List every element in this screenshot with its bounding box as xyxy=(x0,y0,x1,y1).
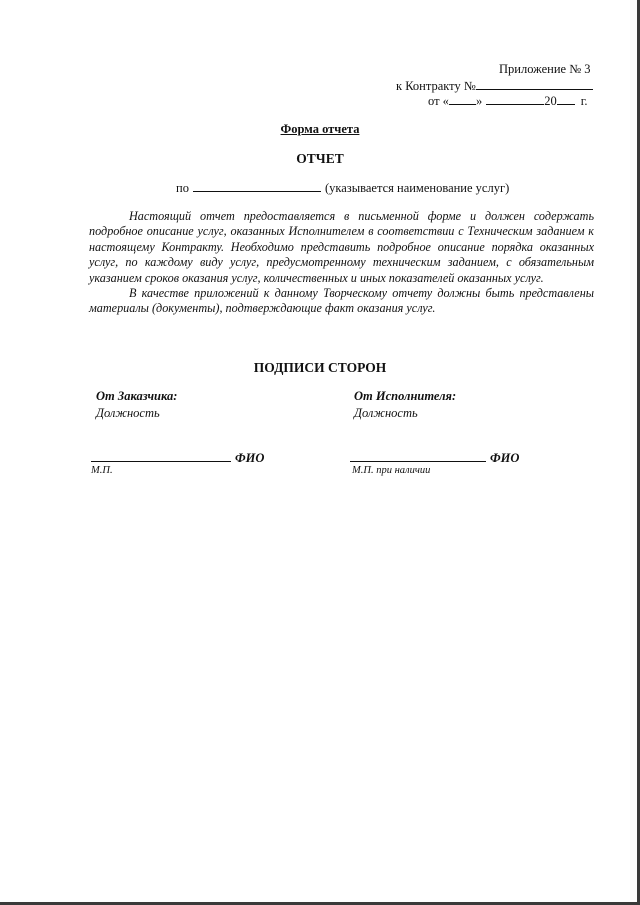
signatures-title: ПОДПИСИ СТОРОН xyxy=(253,360,387,375)
date-year-blank xyxy=(557,93,575,105)
customer-signature-line xyxy=(91,450,264,466)
date-day-blank xyxy=(449,93,476,105)
date-month-blank xyxy=(486,93,544,105)
paragraph-2: В качестве приложений к данному Творческому отчету должны быть представлены материалы (документы), подтверждающие факт оказания услуг. xyxy=(89,286,594,316)
customer-stamp: М.П. xyxy=(91,465,113,476)
date-year: 20 xyxy=(544,94,557,108)
subject-hint: (указывается наименование услуг) xyxy=(324,181,510,195)
contractor-fio: ФИО xyxy=(490,451,520,465)
form-title: Форма отчета xyxy=(280,122,360,136)
customer-signature-blank xyxy=(91,450,231,462)
customer-fio: ФИО xyxy=(235,451,265,465)
appendix-label: Приложение № 3 xyxy=(499,62,591,76)
customer-label: От Заказчика: xyxy=(96,389,178,403)
date-suffix: г. xyxy=(580,94,588,108)
date-line xyxy=(428,93,588,109)
report-title: ОТЧЕТ xyxy=(296,151,344,166)
date-from: от « xyxy=(428,94,449,108)
subject-blank xyxy=(193,180,321,192)
contract-prefix: к Контракту № xyxy=(396,79,476,93)
report-subject-line xyxy=(176,180,509,196)
contractor-position: Должность xyxy=(354,406,418,420)
subject-prefix: по xyxy=(176,181,189,195)
contractor-signature-line xyxy=(350,450,519,466)
contractor-signature-blank xyxy=(350,450,486,462)
contractor-block xyxy=(354,389,456,421)
date-mid: » xyxy=(475,94,483,108)
customer-position: Должность xyxy=(96,406,160,420)
customer-block xyxy=(96,389,177,421)
contract-number-blank xyxy=(476,78,593,90)
contractor-stamp: М.П. при наличии xyxy=(352,465,431,476)
paragraph-1: Настоящий отчет предоставляется в письменной форме и должен содержать подробное описание услуг, оказанных Исполнителем в соответствии с Техническим заданием к настоящему Контракту. Необходимо представить подробное описание порядка оказанных услуг, по каждому виду услуг, предусмотренному техническим заданием, с обязательным указанием сроков оказания услуг, количественных и иных показателей оказанных услуг. xyxy=(89,209,594,285)
contract-line xyxy=(396,78,593,94)
contractor-label: От Исполнителя: xyxy=(354,389,457,403)
report-description xyxy=(89,209,594,317)
